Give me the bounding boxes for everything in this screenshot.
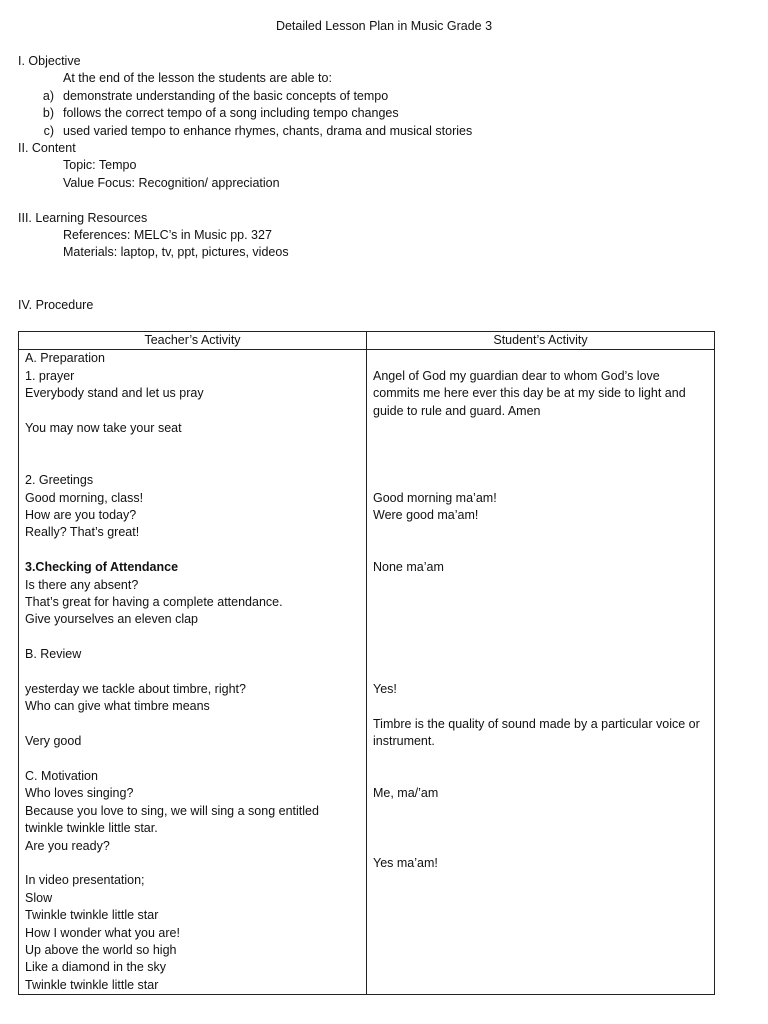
table-header-row [19, 332, 715, 350]
column-header-student: Student’s Activity [367, 332, 715, 350]
student-activity-line: instrument. [373, 734, 435, 749]
teacher-activity-line [25, 664, 360, 681]
student-activity-line [373, 803, 708, 820]
teacher-activity-line: Because you love to sing, we will sing a song entitled [25, 803, 319, 818]
student-activity-line [373, 542, 708, 559]
student-activity-line: Yes! [373, 681, 397, 696]
teacher-activity-line: How I wonder what you are! [25, 925, 180, 940]
student-activity-line [373, 664, 708, 681]
student-activity-cell [367, 350, 715, 995]
objective-item-label: a) [42, 89, 54, 103]
teacher-activity-line: Up above the world so high [25, 943, 177, 958]
teacher-activity-cell [19, 350, 367, 995]
teacher-activity-line: Give yourselves an eleven clap [25, 612, 199, 627]
teacher-activity-line: 1. prayer [25, 368, 75, 383]
teacher-activity-line: Who loves singing? [25, 786, 134, 801]
objective-item-text: used varied tempo to enhance rhymes, chants, drama and musical stories [63, 124, 473, 138]
teacher-activity-line: C. Motivation [25, 769, 98, 784]
resources-references: References: MELC’s in Music pp. 327 [63, 228, 272, 242]
teacher-activity-line: B. Review [25, 647, 82, 662]
content-heading: II. Content [18, 141, 76, 155]
student-activity-line [373, 611, 708, 628]
student-activity-line: commits me here ever this day be at my side to light and [373, 386, 686, 401]
objective-heading: I. Objective [18, 54, 81, 68]
student-activity-line [373, 350, 708, 367]
student-activity-line: Timbre is the quality of sound made by a particular voice or [373, 716, 700, 731]
teacher-activity-line: Twinkle twinkle little star [25, 977, 159, 992]
student-activity-line [373, 472, 708, 489]
student-activity-line: Were good ma’am! [373, 507, 479, 522]
student-activity-line: None ma’am [373, 560, 444, 575]
teacher-activity-line: 2. Greetings [25, 473, 94, 488]
content-value-focus: Value Focus: Recognition/ appreciation [63, 176, 280, 190]
teacher-activity-line [25, 716, 360, 733]
student-activity-line [373, 594, 708, 611]
objective-item [32, 88, 388, 105]
objective-item-label: c) [43, 124, 54, 138]
student-activity-line [373, 420, 708, 437]
student-activity-line [373, 577, 708, 594]
student-activity-line [373, 768, 708, 785]
teacher-activity-line: You may now take your seat [25, 421, 182, 436]
teacher-activity-line: A. Preparation [25, 351, 105, 366]
resources-materials: Materials: laptop, tv, ppt, pictures, videos [63, 245, 289, 259]
teacher-activity-line: Really? That’s great! [25, 525, 140, 540]
teacher-activity-line: How are you today? [25, 508, 137, 523]
resources-heading: III. Learning Resources [18, 211, 148, 225]
student-activity-line: Me, ma/’am [373, 786, 439, 801]
teacher-activity-line [25, 437, 360, 454]
objective-item-text: demonstrate understanding of the basic concepts of tempo [63, 89, 389, 103]
student-activity-line: Yes ma’am! [373, 855, 438, 870]
student-activity-line [373, 646, 708, 663]
student-activity-line [373, 820, 708, 837]
teacher-activity-line: Good morning, class! [25, 490, 144, 505]
teacher-activity-line: twinkle twinkle little star. [25, 821, 158, 836]
document-title: Detailed Lesson Plan in Music Grade 3 [275, 19, 493, 33]
student-activity-line [373, 838, 708, 855]
student-activity-line [373, 698, 708, 715]
teacher-activity-line: Is there any absent? [25, 577, 139, 592]
teacher-activity-line: Are you ready? [25, 838, 110, 853]
objective-item-label: b) [42, 106, 54, 120]
teacher-activity-line [25, 855, 360, 872]
teacher-activity-line: Twinkle twinkle little star [25, 908, 159, 923]
teacher-activity-line [25, 403, 360, 420]
student-activity-line [373, 751, 708, 768]
teacher-activity-line [25, 751, 360, 768]
teacher-activity-line: Who can give what timbre means [25, 699, 210, 714]
teacher-activity-line: yesterday we tackle about timbre, right? [25, 682, 246, 697]
procedure-heading: IV. Procedure [18, 298, 94, 312]
teacher-activity-line: Everybody stand and let us pray [25, 386, 204, 401]
teacher-activity-line: In video presentation; [25, 873, 145, 888]
student-activity-line: Good morning ma’am! [373, 490, 497, 505]
teacher-activity-line: Like a diamond in the sky [25, 960, 167, 975]
objective-item [32, 105, 399, 122]
student-activity-line [373, 455, 708, 472]
column-header-teacher: Teacher’s Activity [19, 332, 367, 350]
student-activity-line [373, 629, 708, 646]
teacher-activity-line: That’s great for having a complete attendance. [25, 595, 283, 610]
procedure-table [18, 331, 715, 995]
objective-item [32, 123, 472, 140]
student-activity-line [373, 437, 708, 454]
objective-intro: At the end of the lesson the students are able to: [63, 71, 332, 85]
teacher-activity-line [25, 455, 360, 472]
student-activity-line: Angel of God my guardian dear to whom God’s love [373, 368, 660, 383]
content-topic: Topic: Tempo [63, 158, 137, 172]
objective-item-text: follows the correct tempo of a song including tempo changes [63, 106, 399, 120]
teacher-activity-line: Very good [25, 734, 82, 749]
student-activity-line [373, 524, 708, 541]
teacher-activity-line: Slow [25, 890, 53, 905]
teacher-activity-line [25, 629, 360, 646]
table-row [19, 350, 715, 995]
teacher-activity-line [25, 542, 360, 559]
student-activity-line: guide to rule and guard. Amen [373, 403, 541, 418]
teacher-activity-line: 3.Checking of Attendance [25, 560, 179, 575]
